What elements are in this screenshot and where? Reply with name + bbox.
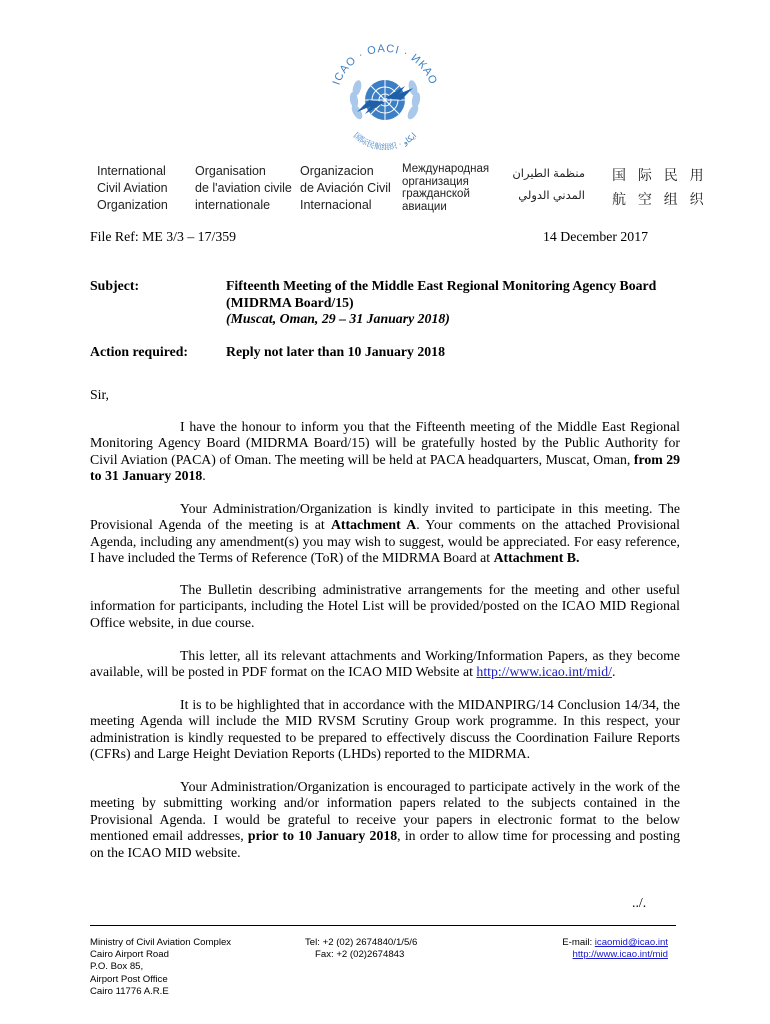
footer-phone <box>305 937 417 961</box>
org-name-fr-line: internationale <box>195 198 271 212</box>
action-required-text: Reply not later than 10 January 2018 <box>226 344 445 359</box>
subject-label: Subject: <box>90 278 140 293</box>
address-line: Cairo 11776 A.R.E <box>90 985 169 997</box>
footer-divider <box>90 925 676 926</box>
letter-date: 14 December 2017 <box>543 229 648 244</box>
address-line: Cairo Airport Road <box>90 949 169 961</box>
file-reference: File Ref: ME 3/3 – 17/359 <box>90 229 237 244</box>
website-link[interactable]: http://www.icao.int/mid <box>572 949 668 961</box>
org-name-fr-line: Organisation <box>195 164 266 178</box>
org-name-english <box>97 163 168 214</box>
org-name-en-line: Organization <box>97 198 168 212</box>
address-line: Ministry of Civil Aviation Complex <box>90 937 232 948</box>
email-link[interactable]: icaomid@icao.int <box>594 937 668 948</box>
telephone-number: Tel: +2 (02) 2674840/1/5/6 <box>305 937 418 948</box>
salutation: Sir, <box>90 387 109 402</box>
body-paragraph: Your Administration/Organization is encouraged to participate actively in the work of the meeting by submitting working and/or information papers related to the subjects contained in the Provisional Agenda. I would be grateful to receive your papers in electronic format to the below mentioned email addresses, prior to 10 January 2018, in order to allow time for processing and posting on the ICAO MID website. <box>90 779 680 860</box>
body-paragraph: This letter, all its relevant attachments and Working/Information Papers, as they become available, will be posted in PDF format on the ICAO MID Website at http://www.icao.int/mid/. <box>90 648 680 680</box>
org-name-ar-line: المدني الدولي <box>518 190 585 202</box>
org-name-chinese <box>612 163 708 211</box>
subject-venue: (Muscat, Oman, 29 – 31 January 2018) <box>226 311 450 326</box>
org-name-russian <box>402 163 489 213</box>
address-line: P.O. Box 85, <box>90 961 144 973</box>
org-name-en-line: Civil Aviation <box>97 181 168 195</box>
body-paragraph: I have the honour to inform you that the Fifteenth meeting of the Middle East Regional Monitoring Agency Board (MIDRMA Board/15) will be gratefully hosted by the Public Authority for Civil Aviation (PACA) of Oman. The meeting will be held at PACA headquarters, Muscat, Oman, from 29 to 31 January 2018. <box>90 419 681 484</box>
org-name-ru-line: гражданской <box>402 188 470 200</box>
address-line: Airport Post Office <box>90 973 168 985</box>
body-paragraph: Your Administration/Organization is kindly invited to participate in this meeting. The Provisional Agenda of the meeting is at Attachment A. Your comments on the attached Provisional Agenda, including any amendment(s) you may wish to suggest, would be appreciated. For easy reference, I have included the Terms of Reference (ToR) of the MIDRMA Board at Attachment B. <box>90 501 681 566</box>
fax-number: Fax: +2 (02)2674843 <box>315 949 405 961</box>
org-name-zh-line: 航 空 组 织 <box>612 191 708 207</box>
org-name-fr-line: de l'aviation civile <box>195 181 292 195</box>
subject-text <box>226 278 686 328</box>
org-name-ar-line: منظمة الطيران <box>512 168 585 180</box>
org-name-zh-line: 国 际 民 用 <box>612 167 708 183</box>
subject-line: (MIDRMA Board/15) <box>226 294 354 310</box>
body-paragraph: It is to be highlighted that in accordance with the MIDANPIRG/14 Conclusion 14/34, the meeting Agenda will include the MID RVSM Scrutiny Group work programme. In this respect, your administration is kindly requested to be prepared to effectively discuss the Coordination Failure Reports (CFRs) and Large Height Deviation Reports (LHDs) reported to the MIDRMA. <box>90 697 680 762</box>
emblem-ring-text-bottom: 国际民航组织 · ايكاو <box>351 130 419 152</box>
org-name-french <box>195 163 292 214</box>
org-name-arabic <box>512 163 585 207</box>
org-name-es-line: de Aviación Civil <box>300 181 391 195</box>
icao-mid-website-link[interactable]: http://www.icao.int/mid/ <box>476 664 612 680</box>
email-label: E-mail: <box>562 937 595 948</box>
action-required-label: Action required: <box>90 344 188 359</box>
footer-address <box>90 937 231 998</box>
org-name-ru-line: организация <box>402 175 469 188</box>
continuation-mark: ../. <box>632 895 647 910</box>
org-name-es-line: Internacional <box>300 198 372 212</box>
subject-line: Fifteenth Meeting of the Middle East Regional Monitoring Agency Board <box>226 278 657 293</box>
email-line <box>500 937 668 949</box>
org-name-ru-line: авиации <box>402 200 447 213</box>
emblem-ring-text-top: ICAO · OACI · ИКАО <box>330 42 440 87</box>
icao-emblem-logo <box>305 28 465 158</box>
org-name-es-line: Organizacion <box>300 164 374 178</box>
footer-contact <box>500 937 668 961</box>
body-paragraph: The Bulletin describing administrative arrangements for the meeting and other useful information for participants, including the Hotel List will be provided/posted on the ICAO MID Regional Office website, in due course. <box>90 582 680 630</box>
org-name-ru-line: Международная <box>402 163 490 175</box>
org-name-en-line: International <box>97 164 166 178</box>
org-name-spanish <box>300 163 391 214</box>
